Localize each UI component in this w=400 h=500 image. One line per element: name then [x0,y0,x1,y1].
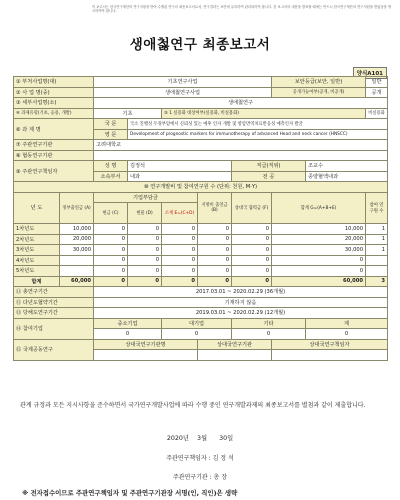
budget-people [366,255,388,266]
budget-other: 0 [232,255,272,266]
row-title-kor [14,119,388,130]
form-number: 양식A101 [353,67,387,79]
orgs-sum-label: 계 [306,318,388,329]
pi-dept: 내과 [128,171,232,182]
pi-major-label: 전 공 [232,171,306,182]
budget-year: 5차년도 [14,266,60,277]
budget-kind: 0 [128,266,162,277]
intl-pi-value [272,350,388,361]
budget-subtotal: 0 [162,245,198,256]
title-kor-label: 국 문 [94,119,128,130]
budget-sum-kind: 0 [128,276,162,287]
budget-kind: 0 [128,234,162,245]
pi-major: 종양혈액내과 [306,171,388,182]
budget-cash: 0 [94,234,128,245]
intl-org-label: 상대국연구기관 [198,339,272,350]
row-program [14,87,388,98]
coop-org-value [94,150,388,161]
row-intl-head [14,339,388,350]
budget-sum-label: 합계 [14,276,60,287]
row-multiyear-period [14,297,388,308]
budget-row [14,255,388,266]
orgs-large-label: 대기업 [162,318,232,329]
budget-other: 0 [232,245,272,256]
col-subtotal: 소계 E=(C+D) [162,203,198,224]
program-value: 생애첧연구사업 [94,87,272,98]
budget-gov: 30,000 [60,245,94,256]
budget-sum-other: 0 [232,276,272,287]
col-local: 지방비 출연금 (B) [198,192,232,224]
page-title: 생애첧연구 최종보고서 [129,37,271,53]
budget-year: 3차년도 [14,245,60,256]
footnote: ※ 전자접수이므로 주관연구책임자 및 주관연구기관장 서명(인, 직인)은 생략 [22,489,238,497]
budget-sum-total: 60,000 [272,276,366,287]
row-orgs-head [14,318,388,329]
budget-sum-people: 3 [366,276,388,287]
budget-gov: 20,000 [60,234,94,245]
budget-cash: 0 [94,255,128,266]
title-eng-label: 영 문 [94,129,128,140]
pi-label: ⑨ 주관연구책임자 [14,161,94,182]
budget-cash: 0 [94,266,128,277]
submission-date [0,433,400,442]
pi-name-label: 성 명 [94,161,128,172]
col-kind: 현물 (D) [128,203,162,224]
budget-total: 0 [272,255,366,266]
budget-local: 0 [198,224,232,235]
date-year: 2020년 [166,435,189,442]
multiyear-period-label: ⑫ 다년도협약기간 [14,297,94,308]
col-people: 참여 연구원 수 [366,192,388,224]
col-other: 상대국 협력금 (F) [232,192,272,224]
commercial-label: ⑤ 1 실용화 대상여부(실용화, 비실용화) [162,108,366,119]
budget-row [14,266,388,277]
row-subprogram [14,98,388,109]
intl-org-value [198,350,272,361]
col-total: 합계 G=(A+B+E) [272,192,366,224]
budget-local: 0 [198,266,232,277]
orgs-other-value: 0 [232,329,306,340]
institution-signature: 주관연구기관 : 총 장 [172,474,228,481]
security-value: 일반 [366,77,388,88]
host-org-label: ⑦ 주관연구기관 [14,140,94,151]
intl-label: ⑮ 국제공동연구 [14,339,94,360]
title-eng-value: Development of prognostic markers for immunotherapy of advanced Head and neck cancer (HNSCC) [128,129,388,140]
program-label: ② 사 업 명(중) [14,87,94,98]
row-host-org [14,140,388,151]
budget-other: 0 [232,224,272,235]
row-type [14,108,388,119]
budget-sum-gov: 60,000 [60,276,94,287]
budget-kind: 0 [128,224,162,235]
budget-sum-local: 0 [198,276,232,287]
budget-other: 0 [232,234,272,245]
coop-org-label: ⑧ 협동연구기관 [14,150,94,161]
budget-subtotal: 0 [162,234,198,245]
budget-colhead-1 [14,192,388,203]
col-cash: 현금 (C) [94,203,128,224]
orgs-label: ⑭ 참여기업 [14,318,94,339]
pi-position: 조교수 [306,161,388,172]
budget-subtotal: 0 [162,224,198,235]
budget-local: 0 [198,255,232,266]
budget-year: 2차년도 [14,234,60,245]
budget-year: 4차년도 [14,255,60,266]
date-day: 30일 [219,435,234,442]
orgs-sme-label: 중소기업 [94,318,162,329]
subprogram-label: ③ 세부사업명(소) [14,98,94,109]
current-period-value: 2019.03.01 ~ 2020.02.29 (12개월) [94,308,388,319]
budget-gov: 10,000 [60,224,94,235]
orgs-large-value: 0 [162,329,232,340]
total-period-value: 2017.03.01 ~ 2020.02.29 (36개월) [94,287,388,298]
budget-kind: 0 [128,255,162,266]
ministry-label: ① 부처사업명(대) [14,77,94,88]
budget-sum-subtotal: 0 [162,276,198,287]
budget-total: 20,000 [272,234,366,245]
multiyear-period-value: 기재하지 않음 [94,297,388,308]
budget-local: 0 [198,245,232,256]
row-total-period [14,287,388,298]
budget-total: 30,000 [272,245,366,256]
budget-cash: 0 [94,245,128,256]
budget-local: 0 [198,234,232,245]
disclosure-value: 공개 [366,87,388,98]
row-ministry [14,77,388,88]
intl-pi-label: 상대국연구책임자 [272,339,388,350]
pledge-text: 관계 규정과 모든 지시사항을 준수하면서 국가연구개발사업에 따라 수행 중인 연구개발과제의 최종보고서를 별첨과 같이 제출합니다. [20,402,366,409]
budget-people: 1 [366,234,388,245]
total-period-label: ⑪ 총연구기간 [14,287,94,298]
budget-header-row [14,182,388,193]
budget-total: 0 [272,266,366,277]
pi-signature: 주관연구책임자 : 김 정 석 [166,455,234,462]
col-year: 년 도 [14,192,60,224]
report-table [13,76,388,361]
budget-row [14,234,388,245]
intl-org-name-value [94,350,198,361]
subprogram-value: 생애첧연구 [94,98,388,109]
budget-gov [60,255,94,266]
col-gov: 정부출연금 (A) [60,192,94,224]
intl-org-name-label: 상대국연구기관명 [94,339,198,350]
row-pi-1 [14,161,388,172]
budget-cash: 0 [94,224,128,235]
pi-dept-label: 소속부서 [94,171,128,182]
current-period-label: ⑬ 당해도연구기간 [14,308,94,319]
commercial-value: 비실용화 [366,108,388,119]
budget-other: 0 [232,266,272,277]
budget-people: 1 [366,245,388,256]
col-corp: 기업부담금 [94,192,198,203]
budget-people [366,266,388,277]
ministry-value: 기초연구사업 [94,77,272,88]
orgs-other-label: 기타 [232,318,306,329]
budget-people: 1 [366,224,388,235]
budget-total: 10,000 [272,224,366,235]
project-title-label: ⑥ 과 제 명 [14,119,94,140]
budget-subtotal: 0 [162,255,198,266]
security-label: 보안등급(보안, 일반) [272,77,366,88]
orgs-sum-value: 0 [306,329,388,340]
budget-sum-cash: 0 [94,276,128,287]
budget-row [14,224,388,235]
row-current-period [14,308,388,319]
budget-year: 1차년도 [14,224,60,235]
disclosure-label: 공개가능여부(공개, 비공개) [272,87,366,98]
pi-position-label: 직급(직위) [232,161,306,172]
budget-row [14,245,388,256]
date-month: 3월 [196,435,208,442]
type-label: ④ 과제유형(기초, 응용, 개발) [14,108,94,119]
budget-header: ⑩ 연구개발비 및 참여연구원 수 (단위: 천원, M·Y) [14,182,388,193]
orgs-sme-value: 0 [94,329,162,340]
top-notice: 이 보고서는 한국연구재단의 연구지원을 받아 수행된 연구의 최종보고서로서, 연구결과는 보안에 유의하여 관리되어야 합니다. 본 보고서의 내용을 발표할 때에는 반드시 한국연구재단의 연구지원을 받았음을 명시하여야 합니다. [92,5,392,13]
type-value: 기초 [94,108,162,119]
row-coop-org [14,150,388,161]
title-kor-value: 국소 진행성 두경부암에서 신뢰성 있는 예후 인자 개발 및 항암면역치료반응성 예측인자 발굴 [128,119,388,130]
budget-kind: 0 [128,245,162,256]
budget-gov [60,266,94,277]
pi-name: 김정석 [128,161,232,172]
budget-subtotal: 0 [162,266,198,277]
host-org-value: 고려대학교 [94,140,388,151]
budget-sum-row [14,276,388,287]
